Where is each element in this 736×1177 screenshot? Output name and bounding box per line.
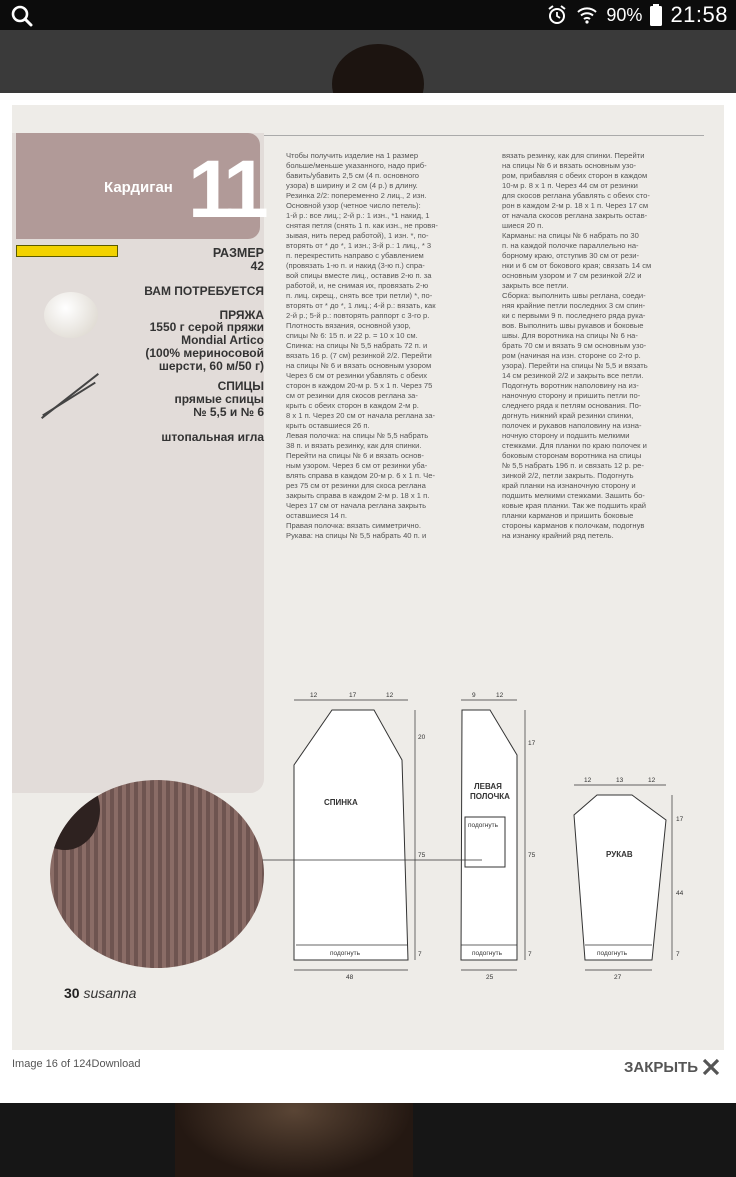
instruction-line: Перейти на спицы № 6 и вязать основ- (286, 451, 424, 460)
instruction-line: 1-й р.: все лиц.; 2-й р.: 1 изн., *1 накид, 1 (286, 211, 430, 220)
instruction-line: Плотность вязания, основной узор, (286, 321, 411, 330)
sleeve-shape (574, 795, 666, 960)
instruction-line: нки и 6 см от бокового края; связать 14 см (502, 261, 652, 270)
instruction-line: Карманы: на спицы № 6 набрать по 30 (502, 231, 639, 240)
instruction-line: для скосов реглана убавлять с обеих сто- (502, 191, 650, 200)
yarn-text: 1550 г серой пряжи (149, 320, 264, 334)
instruction-line: сторон в каждом 20-м р. 5 х 1 п. Через 75 (286, 381, 433, 390)
needles-label: СПИЦЫ (217, 379, 264, 393)
instruction-line: брать 70 см и вязать 9 см основным узо- (502, 341, 647, 350)
instruction-line: на изнанку крайний ряд петель. (502, 531, 614, 540)
dim-label: 44 (676, 890, 684, 897)
instruction-line: подшить мелкими стежками. Зашить бо- (502, 491, 645, 500)
close-button[interactable] (624, 1058, 720, 1076)
instruction-line: закрыть справа в каждом 2-м р. 18 х 1 п. (286, 491, 430, 500)
close-icon (702, 1058, 720, 1076)
instruction-line: Спинка: на спицы № 5,5 набрать 72 п. и (286, 341, 428, 350)
instruction-line: Чтобы получить изделие на 1 размер (286, 151, 419, 160)
sleeve-label: РУКАВ (606, 850, 633, 859)
instruction-line: Рукава: на спицы № 5,5 набрать 40 п. и (286, 531, 427, 540)
instruction-line: основным узором и 7 см резинкой 2/2 и (502, 271, 642, 280)
sweater-photo (50, 780, 264, 968)
instruction-line: шиеся 20 п. (502, 221, 544, 230)
instruction-line: боковым сторонам воротника на спицы (502, 451, 642, 460)
dim-label: 17 (349, 692, 357, 699)
instruction-line: зинкой 2/2, петли закрыть. Подогнуть (502, 471, 634, 480)
dim-label: 17 (676, 816, 684, 823)
instruction-line: бавить/убавить 2,5 см (4 п. основного (286, 171, 420, 180)
fold-label: подогнуть (597, 950, 627, 957)
front-label: ПОЛОЧКА (470, 792, 510, 801)
fold-label: подогнуть (468, 822, 498, 829)
tool-text: штопальная игла (161, 430, 264, 444)
instruction-line: стороны карманов к полочкам, подогнув (502, 521, 645, 530)
instruction-line: зывая, нить перед работой), 1 изн. *, по- (286, 231, 429, 240)
instruction-line: край планки на изнаночную сторону и (502, 481, 636, 490)
instruction-line: влять справа в каждом 20-м р. 6 х 1 п. Че- (286, 471, 435, 480)
download-link[interactable]: Download (91, 1058, 141, 1070)
dim-label: 12 (648, 777, 656, 784)
dim-label: 75 (528, 852, 536, 859)
instruction-line: см от резинки для скосов реглана за- (286, 391, 418, 400)
dim-label: 75 (418, 852, 426, 859)
instruction-line: оставшиеся 14 п. (286, 511, 348, 520)
instruction-line: рон в каждом 2-м р. 18 х 1 п. Через 17 см (502, 201, 649, 210)
instruction-line: на спицы № 6 и вязать основным узо- (502, 161, 637, 170)
instruction-line: борному краю, отступив 30 см от рези- (502, 251, 640, 260)
wifi-icon (576, 5, 598, 25)
instruction-line: вторять от * до *, 1 изн.; 3-й р.: 1 лиц., * 3 (286, 241, 432, 250)
instruction-line: ковые края планки. Так же подшить край (502, 501, 647, 510)
background-image-top (0, 30, 736, 93)
instruction-line: вязать 16 р. (7 см) резинкой 2/2. Перейти (286, 351, 432, 360)
dim-label: 9 (472, 692, 476, 699)
instruction-line: Основной узор (четное число петель): (286, 201, 421, 210)
instruction-line: закрыть все петли. (502, 281, 569, 290)
instruction-line: крыть с обеих сторон в каждом 2-м р. (286, 401, 419, 410)
instruction-line: 10-м р. 8 х 1 п. Через 44 см от резинки (502, 181, 638, 190)
dim-label: 7 (528, 951, 532, 958)
instruction-line: полочек и рукавов наполовину на изна- (502, 421, 642, 430)
dim-label: 27 (614, 974, 622, 981)
instruction-line: Подогнуть воротник наполовину на из- (502, 381, 639, 390)
instruction-line: 8 х 1 п. Через 20 см от начала реглана за- (286, 411, 436, 420)
instruction-line: планки карманов и пришить боковые (502, 511, 634, 520)
dim-label: 25 (486, 974, 494, 981)
alarm-icon (546, 4, 568, 26)
instruction-line: ром, прибавляя с обеих сторон в каждом (502, 171, 648, 180)
instruction-line: вов. Выполнить швы рукавов и боковые (502, 321, 644, 330)
instruction-line: вязать резинку, как для спинки. Перейти (502, 151, 645, 160)
instruction-line: 2-й р.; 5-й р.: повторять раппорт с 3-го р. (286, 311, 430, 320)
dim-label: 12 (310, 692, 318, 699)
instruction-line: п. на каждой полочке параллельно на- (502, 241, 639, 250)
dim-label: 13 (616, 777, 624, 784)
instruction-line: ночную сторону и подшить мелкими (502, 431, 630, 440)
dim-label: 7 (676, 951, 680, 958)
dim-label: 12 (584, 777, 592, 784)
instruction-line: п. лиц. скрещ., снять все три петли) *, по- (286, 291, 433, 300)
instruction-line: швы. Для воротника на спицы № 6 на- (502, 331, 638, 340)
dim-label: 17 (528, 740, 536, 747)
instruction-line: стежками. Для планки по краю полочек и (502, 441, 647, 450)
dim-label: 12 (496, 692, 504, 699)
yarn-label: ПРЯЖА (219, 308, 264, 322)
instruction-line: больше/меньше указанного, надо приб- (286, 161, 427, 170)
instruction-line: 14 см резинкой 2/2 и закрыть все петли. (502, 371, 644, 380)
dim-label: 12 (386, 692, 394, 699)
image-counter: Image 16 of 124 (12, 1058, 92, 1070)
instruction-line: вой спицы вместе лиц., оставив 2-ю п. за (286, 271, 432, 280)
background-image-bottom (0, 1103, 736, 1177)
instruction-line: узора) в ширину и 2 см (4 р.) в длину. (286, 181, 418, 190)
dim-label: 7 (418, 951, 422, 958)
instruction-line: Через 17 см от начала реглана закрыть (286, 501, 427, 510)
clock: 21:58 (670, 2, 728, 27)
need-label: ВАМ ПОТРЕБУЕТСЯ (144, 284, 264, 298)
size-value: 42 (250, 259, 264, 273)
instruction-line: 38 п. и вязать резинку, как для спинки. (286, 441, 422, 450)
instruction-line: ным узором. Через 6 см от резинки уба- (286, 461, 428, 470)
yarn-text: шерсти, 60 м/50 г) (158, 359, 264, 373)
magazine-name: susanna (83, 985, 137, 1001)
instruction-line: Правая полочка: вязать симметрично. (286, 521, 421, 530)
instruction-line: на спицы № 6 и вязать основным узором (286, 361, 432, 370)
instruction-line: работой, и, не снимая их, провязать 2-ю (286, 281, 429, 290)
fold-label: подогнуть (472, 950, 502, 957)
back-shape (294, 710, 408, 960)
image-viewer (0, 93, 736, 1103)
instruction-line: няя крайние петли последних 3 см спин- (502, 301, 646, 310)
instruction-line: Резинка 2/2: попеременно 2 лиц., 2 изн. (286, 191, 427, 200)
instruction-line: п. перекрестить направо с убавлением (286, 251, 424, 260)
instruction-line: вторять от * до *, 1 лиц.; 4-й р.: вязать, как (286, 301, 436, 310)
instruction-line: наночную сторону и пришить петли по- (502, 391, 641, 400)
instruction-line: № 5,5 набрать 196 п. и связать 12 р. ре- (502, 461, 644, 470)
instruction-line: ром (начиная на изн. стороне со 2-го р. (502, 351, 641, 360)
status-bar (0, 0, 736, 30)
instruction-line: крыть оставшиеся 26 п. (286, 421, 370, 430)
dim-label: 48 (346, 974, 354, 981)
fold-label: подогнуть (330, 950, 360, 957)
back-label: СПИНКА (324, 798, 358, 807)
page-number: 30 (64, 985, 80, 1001)
page-footer (64, 985, 136, 1001)
instruction-line: Левая полочка: на спицы № 5,5 набрать (286, 431, 429, 440)
dim-label: 20 (418, 734, 426, 741)
battery-percent: 90% (606, 4, 643, 25)
close-label: ЗАКРЫТЬ (623, 1058, 698, 1076)
front-label: ЛЕВАЯ (474, 782, 502, 791)
instruction-line: рез 75 см от резинки для скоса реглана (286, 481, 426, 490)
battery-icon (650, 4, 662, 26)
instruction-line: узора). Перейти на спицы № 5,5 и вязать (502, 361, 648, 370)
pattern-number: 11 (188, 144, 263, 235)
needles-text: № 5,5 и № 6 (193, 405, 264, 419)
instruction-line: догнуть нижний край резинки спинки, (502, 411, 634, 420)
instruction-line: следнего ряда к петлям основания. По- (502, 401, 642, 410)
instruction-line: (провязать 1-ю п. и накид (3-ю п.) спра- (286, 261, 425, 270)
instruction-line: ки с первыми 9 п. последнего ряда рука- (502, 311, 646, 320)
image-caption (12, 1058, 140, 1070)
instruction-line: Через 6 см от резинки убавлять с обеих (286, 371, 428, 380)
size-label: РАЗМЕР (212, 246, 264, 260)
instruction-line: Сборка: выполнить швы реглана, соеди- (502, 291, 646, 300)
search-icon[interactable] (10, 4, 34, 28)
pattern-label: Кардиган (104, 179, 173, 196)
yarn-text: (100% мериносовой (145, 346, 264, 360)
magazine-page (12, 105, 724, 1050)
needles-text: прямые спицы (174, 392, 264, 406)
instruction-line: снятая петля (снять 1 п. как изн., не провя- (286, 221, 438, 230)
instruction-line: от начала скосов реглана закрыть остав- (502, 211, 648, 220)
instruction-line: спицы № 6: 15 п. и 22 р. = 10 х 10 см. (286, 331, 418, 340)
yarn-text: Mondial Artico (181, 333, 264, 347)
